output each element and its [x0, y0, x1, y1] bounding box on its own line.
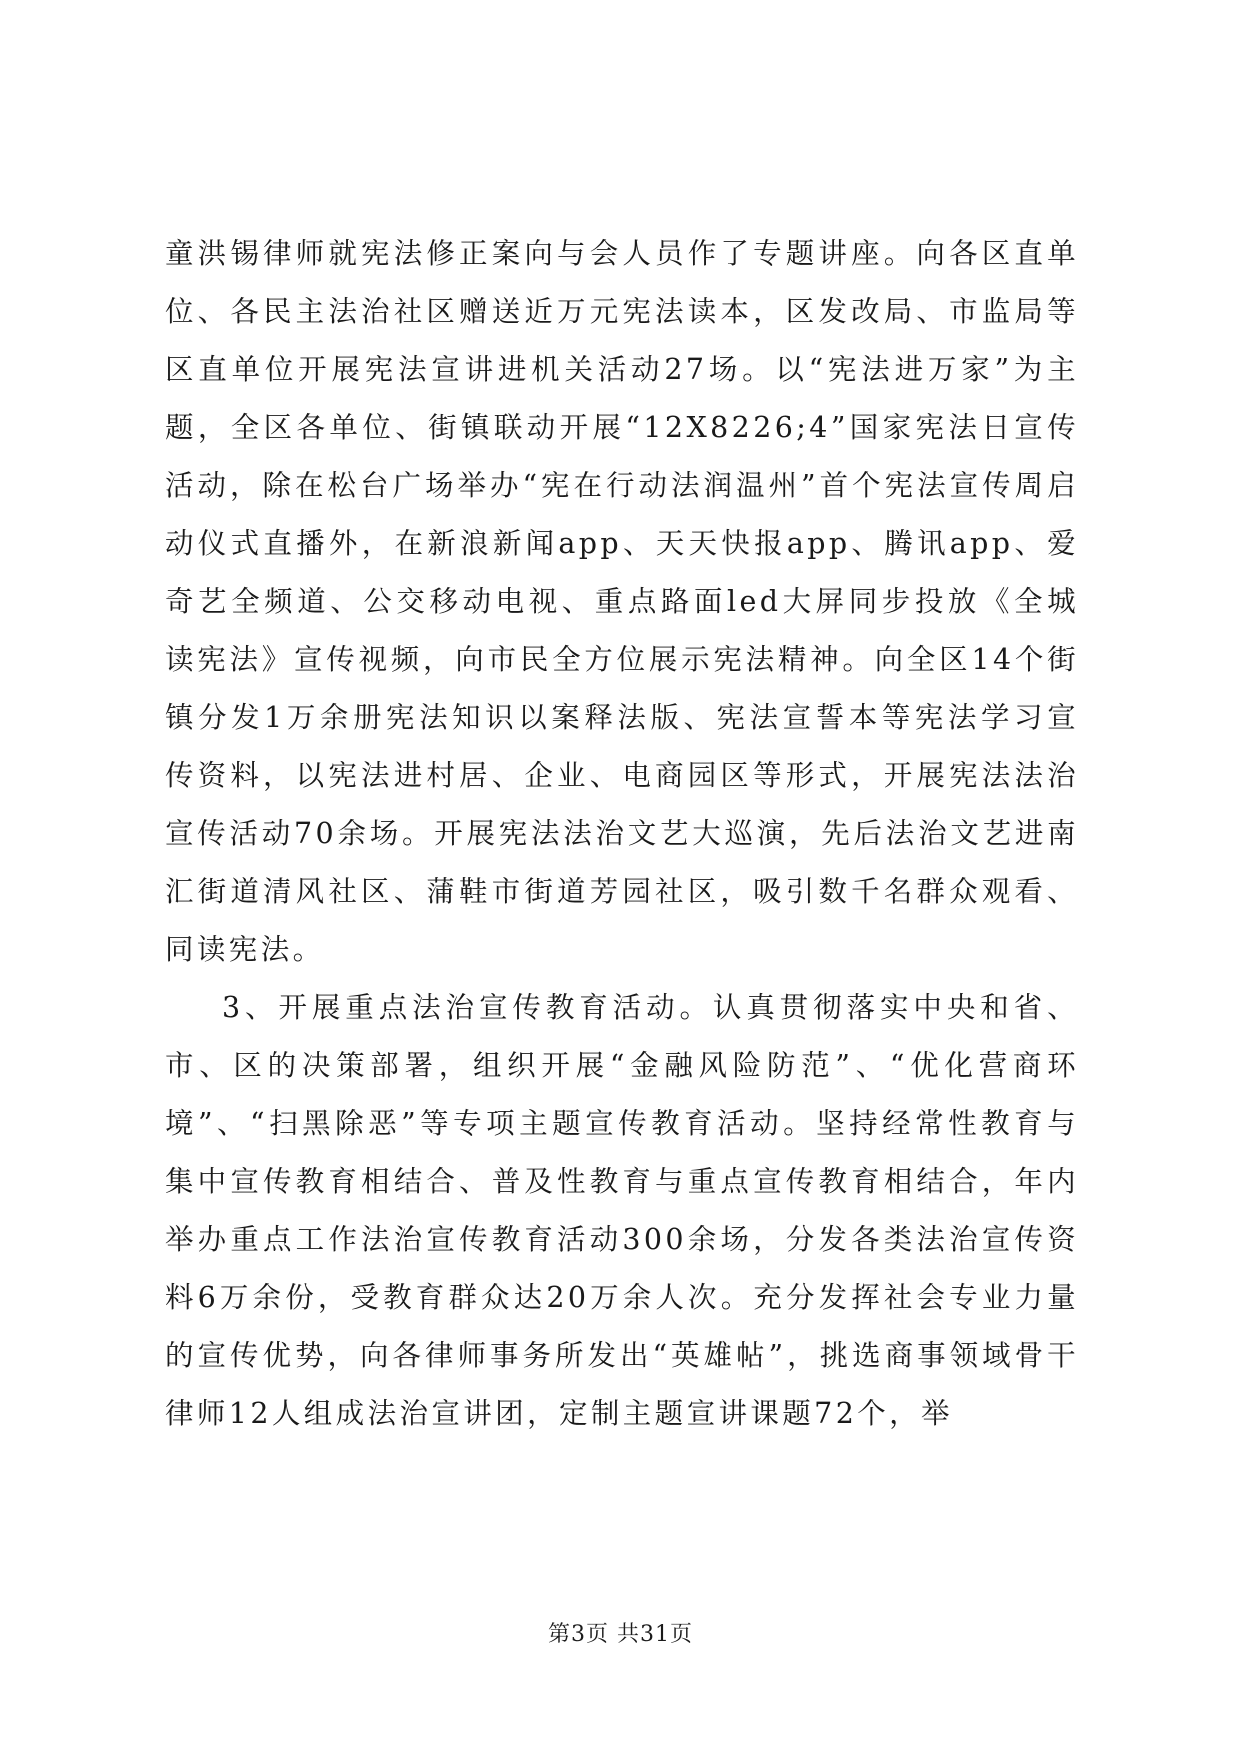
paragraph-continued: 童洪锡律师就宪法修正案向与会人员作了专题讲座。向各区直单位、各民主法治社区赠送近万元宪法读本，区发改局、市监局等区直单位开展宪法宣讲进机关活动27场。以“宪法进万家”为主题，全区各单位、街镇联动开展“12X8226;4”国家宪法日宣传活动，除在松台广场举办“宪在行动法润温州”首个宪法宣传周启动仪式直播外，在新浪新闻app、天天快报app、腾讯app、爱奇艺全频道、公交移动电视、重点路面led大屏同步投放《全城读宪法》宣传视频，向市民全方位展示宪法精神。向全区14个街镇分发1万余册宪法知识以案释法版、宪法宣誓本等宪法学习宣传资料，以宪法进村居、企业、电商园区等形式，开展宪法法治宣传活动70余场。开展宪法法治文艺大巡演，先后法治文艺进南汇街道清风社区、蒲鞋市街道芳园社区，吸引数千名群众观看、同读宪法。	[165, 237, 1079, 966]
document-body	[165, 225, 1079, 1443]
paragraph-section-3: 3、开展重点法治宣传教育活动。认真贯彻落实中央和省、市、区的决策部署，组织开展“金融风险防范”、“优化营商环境”、“扫黑除恶”等专项主题宣传教育活动。坚持经常性教育与集中宣传教育相结合、普及性教育与重点宣传教育相结合，年内举办重点工作法治宣传教育活动300余场，分发各类法治宣传资料6万余份，受教育群众达20万余人次。充分发挥社会专业力量的宣传优势，向各律师事务所发出“英雄帖”，挑选商事领域骨干律师12人组成法治宣讲团，定制主题宣讲课题72个，举	[165, 991, 1079, 1430]
page-number-footer: 第3页 共31页	[548, 1622, 693, 1647]
